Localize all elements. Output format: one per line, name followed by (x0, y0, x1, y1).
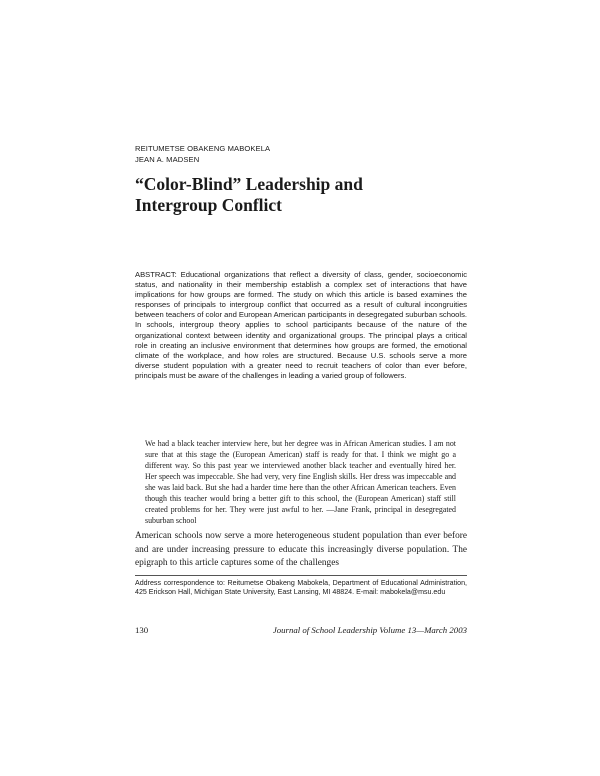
article-title-line: “Color-Blind” Leadership and (135, 174, 363, 194)
abstract (135, 270, 467, 381)
abstract-text: Educational organizations that reflect a diversity of class, gender, socioeconomic status, and nationality in their membership establish a complex set of interactions that have implications for how groups are formed. The study on which this article is based examines the responses of principals to intergroup conflict that occurred as a result of cultural incongruities between teachers of color and European American participants in desegregated suburban schools. In schools, intergroup theory applies to school participants because of the nature of the organizational context between identity and organizational groups. The principal plays a critical role in creating an inclusive environment that determines how groups are formed, the emotional climate of the workplace, and how roles are structured. Because U.S. schools serve a more diverse student population with a greater need to recruit teachers of color than ever before, principals must be aware of the challenges in leading a varied group of followers. (135, 270, 467, 380)
epigraph (145, 438, 456, 526)
epigraph-attribution: —Jane Frank, principal in desegregated suburban school (145, 505, 456, 525)
abstract-label: ABSTRACT: (135, 270, 177, 279)
author-list (135, 144, 270, 165)
page-number: 130 (135, 625, 149, 635)
correspondence-footnote: Address correspondence to: Reitumetse Obakeng Mabokela, Department of Educational Administration, 425 Erickson Hall, Michigan State University, East Lansing, MI 48824. E-mail: mabokela@msu.edu (135, 579, 467, 597)
article-title (135, 174, 475, 216)
author-name: JEAN A. MADSEN (135, 154, 200, 164)
epigraph-text: We had a black teacher interview here, but her degree was in African American studies. I am not sure that at this stage the (European American) staff is ready for that. I think we might go a different way. So this past year we interviewed another black teacher and eventually hired her. Her speech was impeccable. She had very, very fine English skills. Her dress was impeccable and she was laid back. But she had a harder time here than the other African American teachers. Even though this teacher would bring a better gift to this school, the (European American) staff still created problems for her. They were just awful to her. (145, 439, 456, 514)
journal-citation: Journal of School Leadership Volume 13—March 2003 (272, 625, 467, 635)
body-paragraph: American schools now serve a more heterogeneous student population than ever before and are under increasing pressure to educate this increasingly diverse population. The epigraph to this article captures some of the challenges (135, 531, 467, 568)
author-name: REITUMETSE OBAKENG MABOKELA (135, 144, 271, 153)
article-title-line: Intergroup Conflict (135, 195, 282, 215)
footnote-divider (135, 575, 467, 576)
